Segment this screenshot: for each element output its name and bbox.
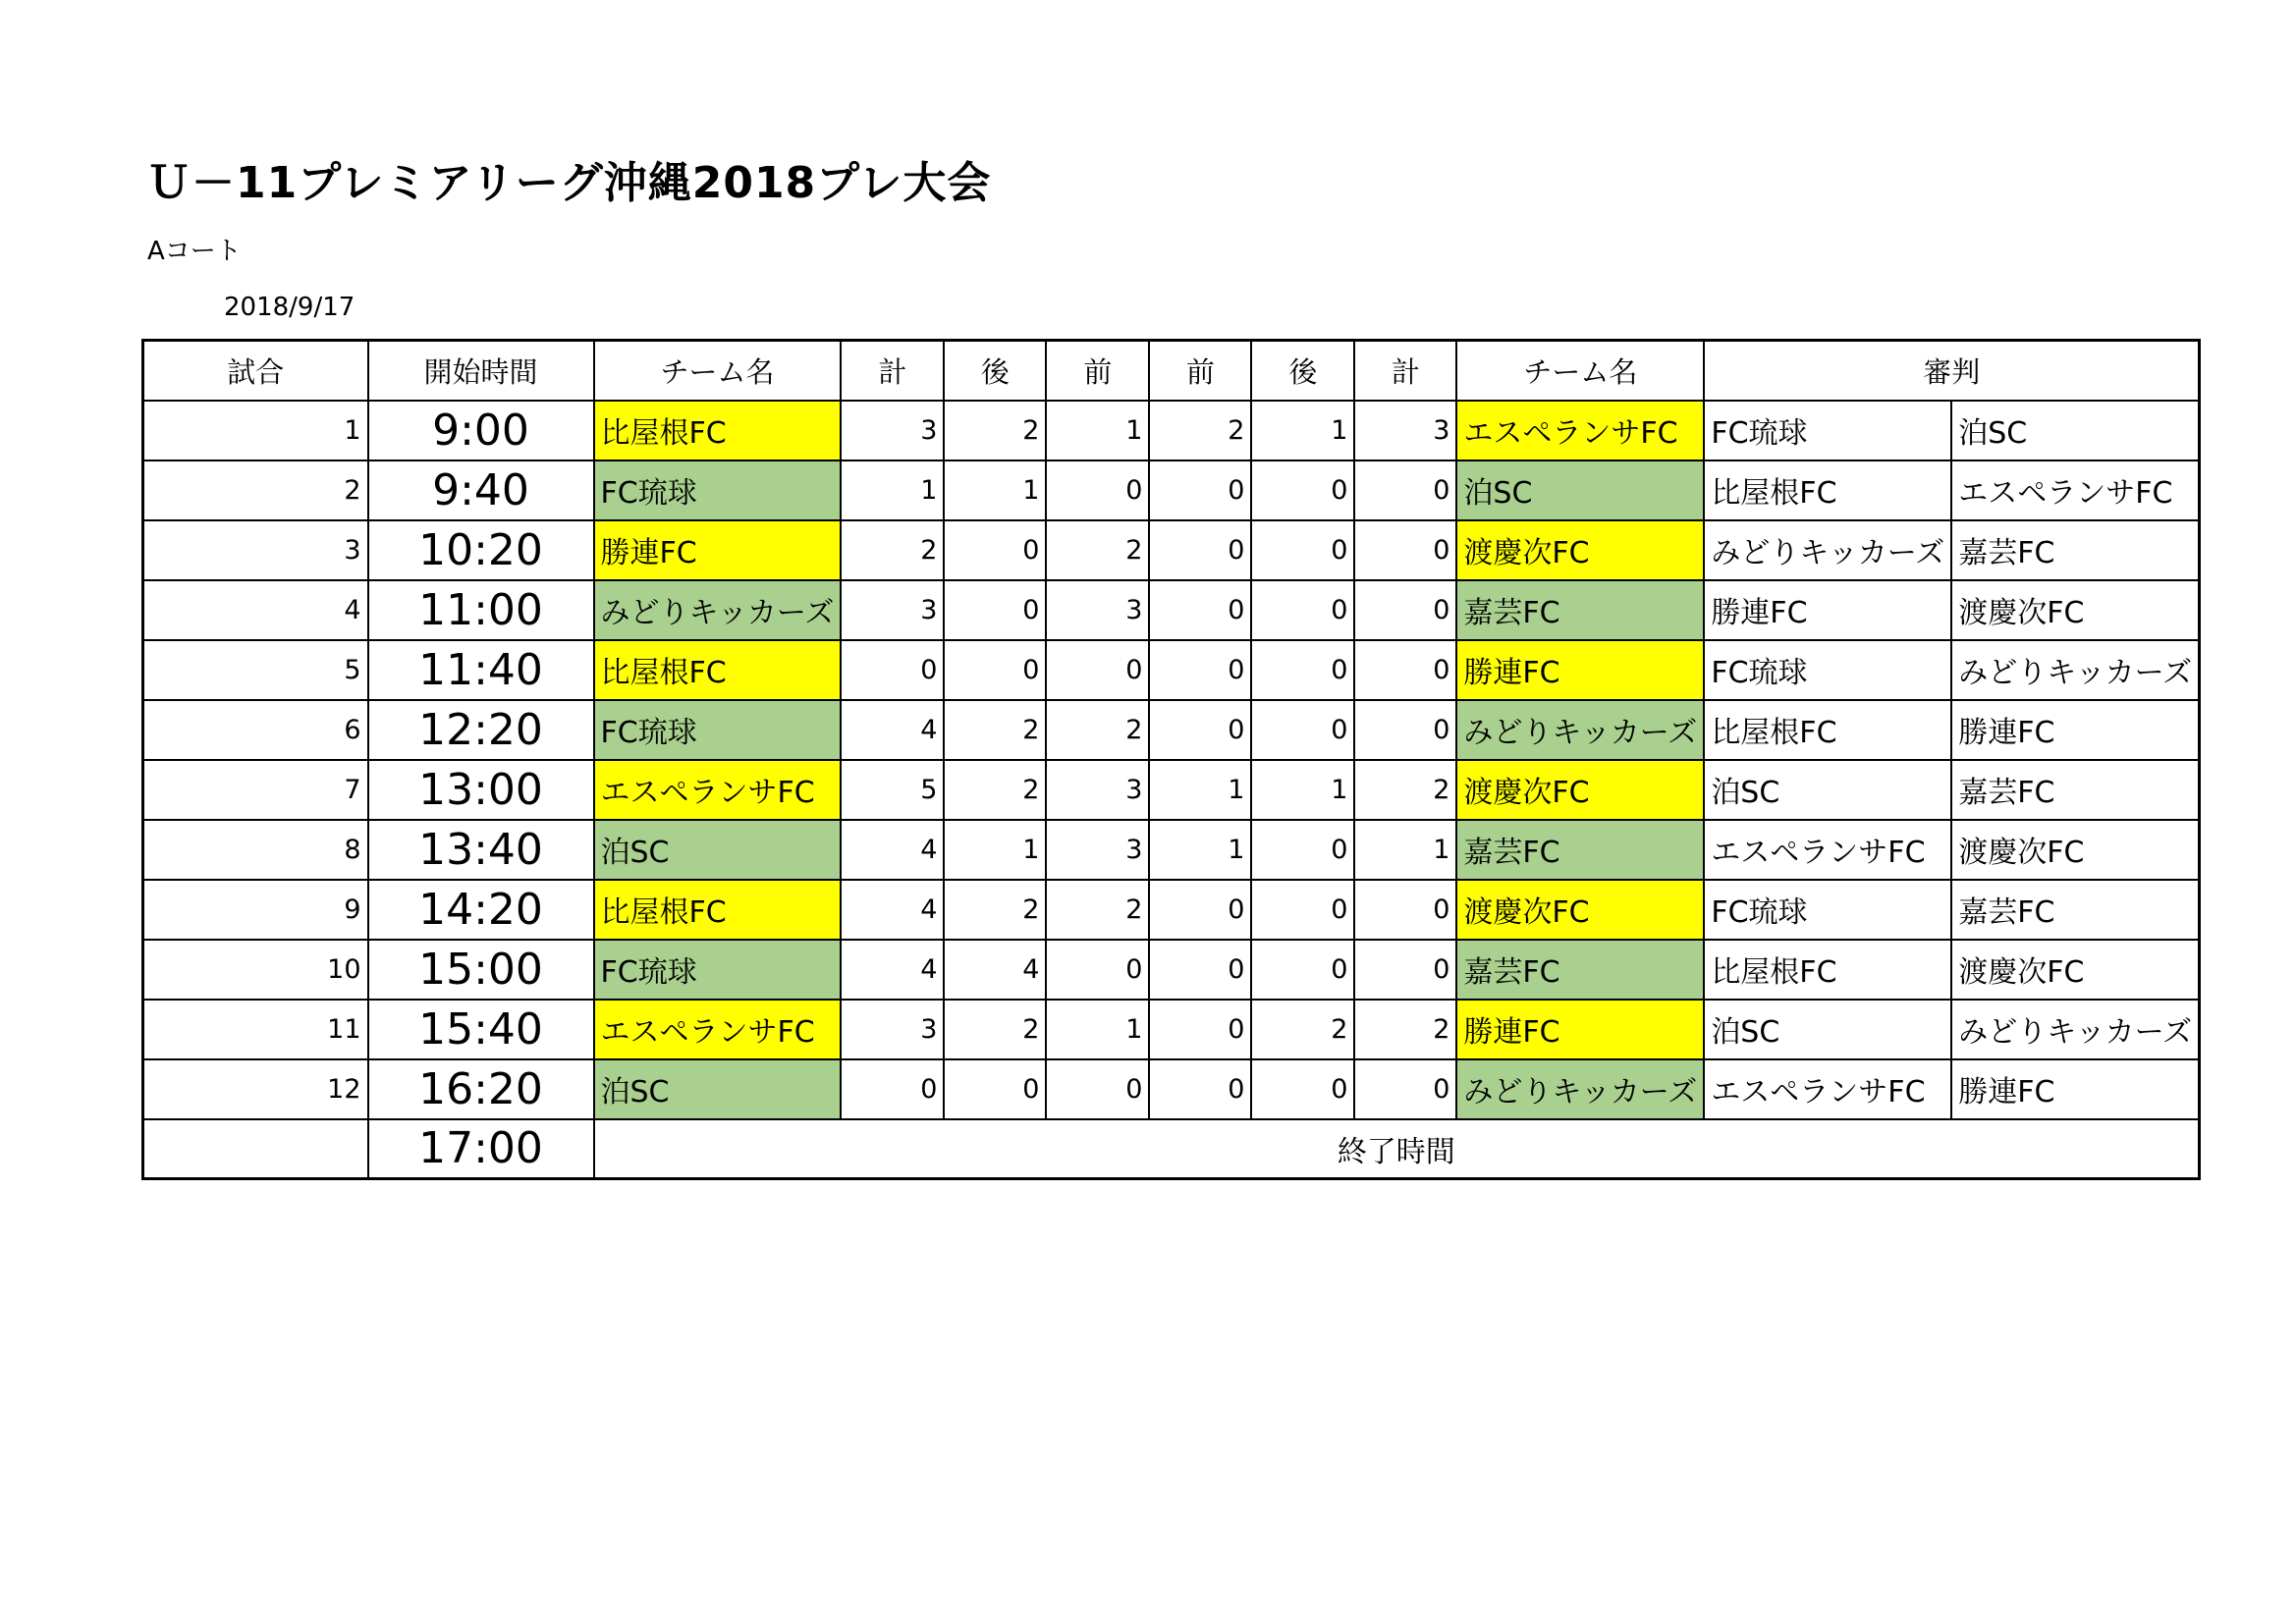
referee-2: 渡慶次FC (1951, 940, 2199, 1000)
first-half-score-a: 0 (1046, 1059, 1149, 1119)
match-number: 3 (143, 520, 368, 580)
team-a-name: みどりキッカーズ (594, 580, 842, 640)
match-number: 8 (143, 820, 368, 880)
team-b-name: 渡慶次FC (1456, 880, 1704, 940)
start-time: 14:20 (368, 880, 594, 940)
referee-2: 嘉芸FC (1951, 760, 2199, 820)
match-number: 5 (143, 640, 368, 700)
team-a-name: エスペランサFC (594, 1000, 842, 1059)
team-b-name: 泊SC (1456, 460, 1704, 520)
end-time-row (143, 1119, 2200, 1179)
match-number: 9 (143, 880, 368, 940)
team-a-name: 勝連FC (594, 520, 842, 580)
first-half-score-b: 1 (1149, 820, 1251, 880)
header-row (143, 341, 2200, 401)
total-score-b: 0 (1354, 460, 1456, 520)
referee-1: FC琉球 (1704, 880, 1951, 940)
total-score-a: 4 (841, 820, 944, 880)
match-number: 2 (143, 460, 368, 520)
table-row (143, 940, 2200, 1000)
team-a-name: FC琉球 (594, 940, 842, 1000)
first-half-score-b: 0 (1149, 1059, 1251, 1119)
end-time: 17:00 (368, 1119, 594, 1179)
second-half-score-b: 1 (1251, 760, 1354, 820)
second-half-score-a: 0 (944, 1059, 1046, 1119)
start-time: 15:40 (368, 1000, 594, 1059)
team-b-name: 勝連FC (1456, 640, 1704, 700)
table-row (143, 401, 2200, 460)
second-half-score-a: 2 (944, 760, 1046, 820)
total-score-a: 0 (841, 640, 944, 700)
match-number: 11 (143, 1000, 368, 1059)
team-b-name: 嘉芸FC (1456, 580, 1704, 640)
referee-1: エスペランサFC (1704, 820, 1951, 880)
referee-2: みどりキッカーズ (1951, 640, 2199, 700)
referee-2: 嘉芸FC (1951, 880, 2199, 940)
second-half-score-a: 2 (944, 1000, 1046, 1059)
table-row (143, 640, 2200, 700)
team-b-name: 渡慶次FC (1456, 520, 1704, 580)
total-score-a: 4 (841, 940, 944, 1000)
referee-2: 嘉芸FC (1951, 520, 2199, 580)
match-number: 10 (143, 940, 368, 1000)
start-time: 16:20 (368, 1059, 594, 1119)
header-match: 試合 (143, 341, 368, 401)
second-half-score-b: 1 (1251, 401, 1354, 460)
match-schedule-table (141, 339, 2201, 1180)
first-half-score-a: 3 (1046, 580, 1149, 640)
table-row (143, 880, 2200, 940)
first-half-score-a: 2 (1046, 520, 1149, 580)
team-b-name: みどりキッカーズ (1456, 700, 1704, 760)
match-number: 6 (143, 700, 368, 760)
header-start-time: 開始時間 (368, 341, 594, 401)
team-a-name: FC琉球 (594, 700, 842, 760)
team-a-name: 比屋根FC (594, 640, 842, 700)
match-number: 7 (143, 760, 368, 820)
first-half-score-a: 2 (1046, 880, 1149, 940)
first-half-score-b: 0 (1149, 640, 1251, 700)
referee-2: みどりキッカーズ (1951, 1000, 2199, 1059)
start-time: 10:20 (368, 520, 594, 580)
total-score-a: 4 (841, 700, 944, 760)
header-total-a: 計 (841, 341, 944, 401)
total-score-b: 2 (1354, 760, 1456, 820)
table-row (143, 1000, 2200, 1059)
table-row (143, 460, 2200, 520)
table-row (143, 1059, 2200, 1119)
total-score-b: 0 (1354, 940, 1456, 1000)
start-time: 9:40 (368, 460, 594, 520)
header-first-half-a: 前 (1046, 341, 1149, 401)
table-row (143, 580, 2200, 640)
header-first-half-b: 前 (1149, 341, 1251, 401)
second-half-score-a: 0 (944, 520, 1046, 580)
second-half-score-b: 0 (1251, 940, 1354, 1000)
total-score-a: 1 (841, 460, 944, 520)
first-half-score-b: 0 (1149, 940, 1251, 1000)
referee-1: 比屋根FC (1704, 940, 1951, 1000)
second-half-score-a: 1 (944, 460, 1046, 520)
total-score-b: 0 (1354, 520, 1456, 580)
second-half-score-b: 0 (1251, 520, 1354, 580)
total-score-b: 0 (1354, 640, 1456, 700)
team-a-name: FC琉球 (594, 460, 842, 520)
referee-1: 泊SC (1704, 760, 1951, 820)
first-half-score-b: 1 (1149, 760, 1251, 820)
table-row (143, 700, 2200, 760)
second-half-score-b: 2 (1251, 1000, 1354, 1059)
first-half-score-b: 0 (1149, 1000, 1251, 1059)
second-half-score-a: 0 (944, 580, 1046, 640)
first-half-score-a: 1 (1046, 401, 1149, 460)
first-half-score-a: 3 (1046, 760, 1149, 820)
match-number: 4 (143, 580, 368, 640)
total-score-b: 0 (1354, 1059, 1456, 1119)
team-a-name: エスペランサFC (594, 760, 842, 820)
second-half-score-b: 0 (1251, 1059, 1354, 1119)
page-title: Ｕ－11プレミアリーグ沖縄2018プレ大会 (147, 158, 992, 208)
team-a-name: 泊SC (594, 820, 842, 880)
team-a-name: 比屋根FC (594, 401, 842, 460)
referee-2: 渡慶次FC (1951, 820, 2199, 880)
end-time-label: 終了時間 (594, 1119, 2200, 1179)
total-score-b: 0 (1354, 700, 1456, 760)
table-row (143, 520, 2200, 580)
referee-2: 勝連FC (1951, 1059, 2199, 1119)
total-score-b: 0 (1354, 880, 1456, 940)
referee-1: 比屋根FC (1704, 460, 1951, 520)
second-half-score-a: 2 (944, 880, 1046, 940)
team-b-name: みどりキッカーズ (1456, 1059, 1704, 1119)
start-time: 15:00 (368, 940, 594, 1000)
match-number: 1 (143, 401, 368, 460)
referee-1: 比屋根FC (1704, 700, 1951, 760)
first-half-score-b: 0 (1149, 520, 1251, 580)
total-score-a: 3 (841, 580, 944, 640)
first-half-score-a: 0 (1046, 460, 1149, 520)
court-label: Aコート (147, 237, 242, 266)
second-half-score-b: 0 (1251, 640, 1354, 700)
referee-1: エスペランサFC (1704, 1059, 1951, 1119)
total-score-a: 4 (841, 880, 944, 940)
referee-2: 渡慶次FC (1951, 580, 2199, 640)
first-half-score-b: 0 (1149, 700, 1251, 760)
end-row-empty-cell (143, 1119, 368, 1179)
referee-1: FC琉球 (1704, 401, 1951, 460)
second-half-score-a: 2 (944, 401, 1046, 460)
second-half-score-a: 0 (944, 640, 1046, 700)
team-a-name: 比屋根FC (594, 880, 842, 940)
second-half-score-a: 2 (944, 700, 1046, 760)
second-half-score-b: 0 (1251, 460, 1354, 520)
first-half-score-b: 0 (1149, 880, 1251, 940)
total-score-a: 0 (841, 1059, 944, 1119)
first-half-score-b: 0 (1149, 580, 1251, 640)
start-time: 13:00 (368, 760, 594, 820)
second-half-score-b: 0 (1251, 880, 1354, 940)
total-score-b: 2 (1354, 1000, 1456, 1059)
first-half-score-a: 2 (1046, 700, 1149, 760)
header-second-half-a: 後 (944, 341, 1046, 401)
referee-1: FC琉球 (1704, 640, 1951, 700)
start-time: 9:00 (368, 401, 594, 460)
start-time: 13:40 (368, 820, 594, 880)
start-time: 11:00 (368, 580, 594, 640)
second-half-score-b: 0 (1251, 700, 1354, 760)
team-b-name: 嘉芸FC (1456, 940, 1704, 1000)
total-score-a: 3 (841, 401, 944, 460)
referee-2: 泊SC (1951, 401, 2199, 460)
referee-2: エスペランサFC (1951, 460, 2199, 520)
referee-1: みどりキッカーズ (1704, 520, 1951, 580)
table-row (143, 820, 2200, 880)
event-date: 2018/9/17 (224, 293, 355, 322)
header-second-half-b: 後 (1251, 341, 1354, 401)
start-time: 11:40 (368, 640, 594, 700)
total-score-b: 0 (1354, 580, 1456, 640)
first-half-score-b: 0 (1149, 460, 1251, 520)
table-row (143, 760, 2200, 820)
start-time: 12:20 (368, 700, 594, 760)
first-half-score-a: 1 (1046, 1000, 1149, 1059)
team-b-name: 勝連FC (1456, 1000, 1704, 1059)
second-half-score-a: 4 (944, 940, 1046, 1000)
referee-2: 勝連FC (1951, 700, 2199, 760)
team-a-name: 泊SC (594, 1059, 842, 1119)
total-score-b: 3 (1354, 401, 1456, 460)
second-half-score-b: 0 (1251, 820, 1354, 880)
total-score-a: 2 (841, 520, 944, 580)
first-half-score-a: 3 (1046, 820, 1149, 880)
team-b-name: 嘉芸FC (1456, 820, 1704, 880)
total-score-a: 5 (841, 760, 944, 820)
referee-1: 勝連FC (1704, 580, 1951, 640)
header-team-b: チーム名 (1456, 341, 1704, 401)
match-number: 12 (143, 1059, 368, 1119)
first-half-score-b: 2 (1149, 401, 1251, 460)
header-total-b: 計 (1354, 341, 1456, 401)
header-referee: 審判 (1704, 341, 2199, 401)
second-half-score-b: 0 (1251, 580, 1354, 640)
team-b-name: 渡慶次FC (1456, 760, 1704, 820)
header-team-a: チーム名 (594, 341, 842, 401)
total-score-a: 3 (841, 1000, 944, 1059)
total-score-b: 1 (1354, 820, 1456, 880)
first-half-score-a: 0 (1046, 940, 1149, 1000)
first-half-score-a: 0 (1046, 640, 1149, 700)
referee-1: 泊SC (1704, 1000, 1951, 1059)
second-half-score-a: 1 (944, 820, 1046, 880)
team-b-name: エスペランサFC (1456, 401, 1704, 460)
schedule-body (143, 401, 2200, 1119)
